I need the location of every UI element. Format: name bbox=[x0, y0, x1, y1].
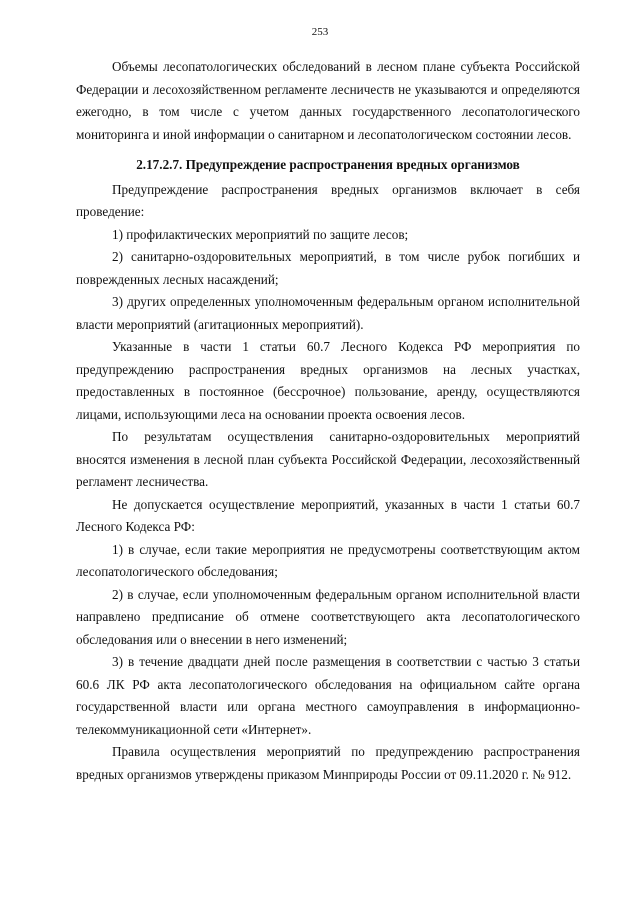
list-item: 3) других определенных уполномоченным федеральным органом исполнительной власти мероприятий (агитационных мероприятий). bbox=[76, 294, 580, 332]
paragraph: Не допускается осуществление мероприятий, указанных в части 1 статьи 60.7 Лесного Кодекса РФ: bbox=[76, 496, 580, 534]
list-item: 1) профилактических мероприятий по защите лесов; bbox=[112, 226, 409, 242]
paragraph: Указанные в части 1 статьи 60.7 Лесного Кодекса РФ мероприятия по предупреждению распространения вредных организмов на лесных участках, предоставленных в постоянное (бессрочное) пользование, аренду, осуществляются лицами, использующими леса на основании проекта освоения лесов. bbox=[76, 339, 580, 422]
section-heading: 2.17.2.7. Предупреждение распространения вредных организмов bbox=[136, 157, 520, 172]
paragraph: По результатам осуществления санитарно-оздоровительных мероприятий вносятся изменения в лесной план субъекта Российской Федерации, лесохозяйственный регламент лесничества. bbox=[76, 429, 580, 489]
paragraph: Предупреждение распространения вредных организмов включает в себя проведение: bbox=[76, 181, 580, 219]
page-number: 253 bbox=[311, 26, 329, 38]
list-item: 2) санитарно-оздоровительных мероприятий, в том числе рубок погибших и поврежденных лесных насаждений; bbox=[76, 249, 580, 287]
document-body bbox=[76, 56, 580, 786]
list-item: 3) в течение двадцати дней после размещения в соответствии с частью 3 статьи 60.6 ЛК РФ акта лесопатологического обследования на официальном сайте органа государственной власти или органа местного самоуправления в информационно-телекоммуникационной сети «Интернет». bbox=[76, 654, 580, 737]
list-item: 2) в случае, если уполномоченным федеральным органом исполнительной власти направлено предписание об отмене соответствующего акта лесопатологического обследования или о внесении в него изменений; bbox=[76, 586, 580, 647]
paragraph: Правила осуществления мероприятий по предупреждению распространения вредных организмов утверждены приказом Минприроды России от 09.11.2020 г. № 912. bbox=[76, 744, 580, 782]
paragraph-intro: Объемы лесопатологических обследований в лесном плане субъекта Российской Федерации и лесохозяйственном регламенте лесничеств не указываются и определяются ежегодно, в том числе с учетом данных государственного лесопатологического мониторинга и иной информации о санитарном и лесопатологическом состоянии лесов. bbox=[76, 59, 580, 142]
list-item: 1) в случае, если такие мероприятия не предусмотрены соответствующим актом лесопатологического обследования; bbox=[76, 541, 580, 579]
